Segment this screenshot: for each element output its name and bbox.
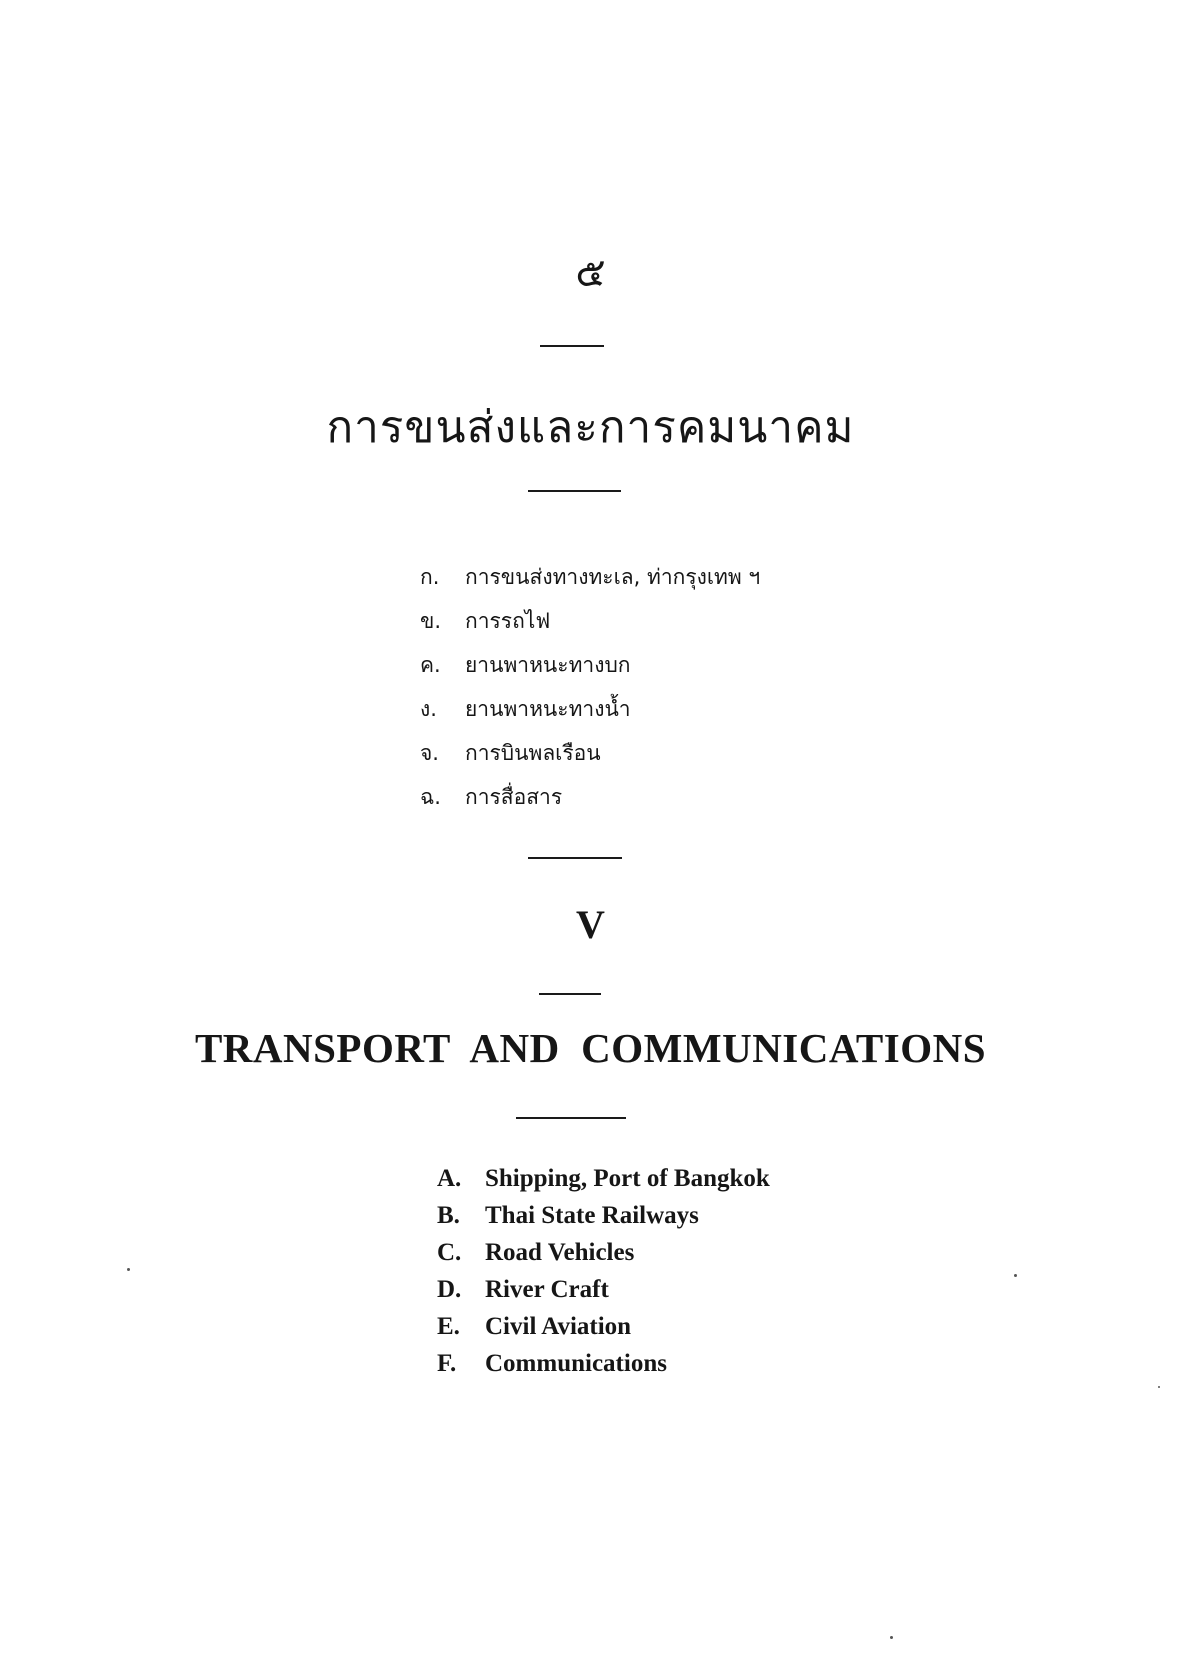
list-label: ยานพาหนะทางบก	[465, 653, 631, 677]
list-label: ยานพาหนะทางน้ำ	[465, 697, 631, 721]
english-chapter-title-text: TRANSPORT AND COMMUNICATIONS	[194, 1025, 987, 1071]
list-item	[420, 643, 760, 687]
list-label: Civil Aviation	[485, 1313, 632, 1340]
english-contents-list	[437, 1160, 770, 1382]
list-marker: B.	[437, 1202, 460, 1229]
list-item	[437, 1308, 770, 1345]
list-label: การรถไฟ	[465, 609, 551, 633]
divider-rule	[528, 857, 622, 859]
list-item	[420, 599, 760, 643]
list-item	[420, 775, 760, 819]
divider-rule	[539, 993, 601, 995]
list-item	[437, 1197, 770, 1234]
english-chapter-title	[0, 1022, 1181, 1074]
list-item	[420, 731, 760, 775]
scan-speck	[1014, 1274, 1017, 1277]
scan-speck	[127, 1268, 130, 1271]
list-marker: C.	[437, 1239, 462, 1266]
list-label: Shipping, Port of Bangkok	[485, 1165, 770, 1192]
list-item	[437, 1271, 770, 1308]
list-marker: D.	[437, 1276, 462, 1303]
list-marker: ค.	[420, 653, 441, 677]
list-marker: ก.	[420, 565, 440, 589]
divider-rule	[540, 345, 604, 347]
list-label: การขนส่งทางทะเล, ท่ากรุงเทพ ฯ	[465, 565, 761, 589]
list-marker: F.	[437, 1350, 457, 1377]
list-item	[420, 555, 760, 599]
list-label: Communications	[485, 1350, 667, 1377]
scan-speck	[890, 1636, 893, 1639]
list-item	[437, 1234, 770, 1271]
list-marker: ข.	[420, 609, 442, 633]
thai-contents-list	[420, 555, 760, 819]
list-marker: ง.	[420, 697, 437, 721]
list-marker: E.	[437, 1313, 460, 1340]
list-label: การสื่อสาร	[465, 785, 563, 809]
thai-chapter-title: การขนส่งและการคมนาคม	[326, 402, 855, 453]
list-label: การบินพลเรือน	[465, 741, 601, 765]
list-item	[420, 687, 760, 731]
list-label: Road Vehicles	[485, 1239, 635, 1266]
list-label: River Craft	[485, 1276, 609, 1303]
list-marker: ฉ.	[420, 785, 441, 809]
list-item	[437, 1345, 770, 1382]
list-marker: A.	[437, 1165, 462, 1192]
divider-rule	[528, 490, 621, 492]
thai-chapter-number: ๕	[575, 250, 606, 296]
list-label: Thai State Railways	[485, 1202, 699, 1229]
english-chapter-number: V	[576, 902, 605, 947]
scan-speck	[1158, 1386, 1160, 1388]
list-marker: จ.	[420, 741, 439, 765]
list-item	[437, 1160, 770, 1197]
divider-rule	[516, 1117, 626, 1119]
